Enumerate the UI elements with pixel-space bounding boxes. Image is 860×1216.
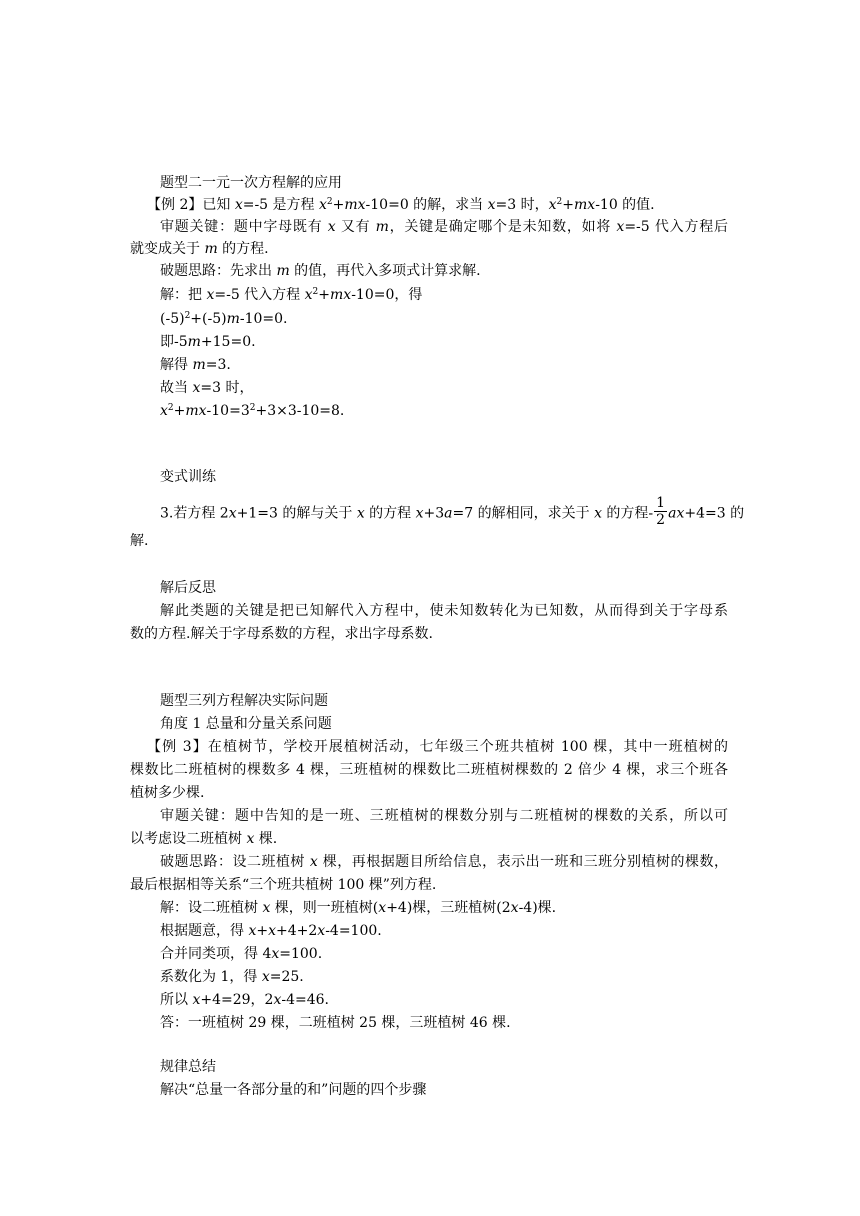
section2-solution-1: 解：把 x=-5 代入方程 $x^2+mx-10=0$，得: [160, 287, 423, 303]
section2-title: 题型二一元一次方程解的应用: [160, 175, 342, 191]
variant-question-line2: 解.: [130, 533, 149, 549]
section2-solution-2: $(-5)^2+(-5)m-10=0$.: [160, 311, 288, 327]
section2-example: 【例 2】已知 x=-5 是方程 $x^2+mx-10=0$ 的解，求当 x=3 时，$x^2+mx-10$ 的值.: [147, 197, 655, 213]
section3-example-line3: 植树多少棵.: [130, 785, 205, 801]
section3-idea-line1: 破题思路：设二班植树 x 棵，再根据题目所给信息，表示出一班和三班分别植树的棵数，: [160, 854, 729, 870]
reflect-line1: 解此类题的关键是把已知解代入方程中，使未知数转化为已知数，从而得到关于字母系: [160, 603, 728, 619]
reflect-title: 解后反思: [160, 580, 216, 596]
reflect-line2: 数的方程.解关于字母系数的方程，求出字母系数.: [130, 626, 433, 642]
section2-solution-6: $x^2+mx-10=3^2+3\times 3-10=8$.: [160, 403, 345, 419]
variant-question-line1: 3.若方程 2x+1=3 的解与关于 x 的方程 x+3a=7 的解相同，求关于 x 的方程- $\frac{1}{2}$ ax+4=3 的: [160, 495, 745, 528]
fraction-one-half: $\frac{1}{2}$: [656, 495, 666, 528]
example-label: 【例 2】: [147, 197, 203, 213]
section2-key-line2: 就变成关于 m 的方程.: [130, 241, 269, 257]
section3-title: 题型三列方程解决实际问题: [160, 693, 328, 709]
section3-answer: 答：一班植树 29 棵，二班植树 25 棵，三班植树 46 棵.: [160, 1015, 511, 1031]
section3-solution-4: 系数化为 1，得 x=25.: [160, 969, 304, 985]
summary-line1: 解决“总量一各部分量的和”问题的四个步骤: [160, 1082, 427, 1098]
example-label: 【例 3】: [147, 739, 208, 755]
section2-solution-3: 即-5m+15=0.: [160, 334, 256, 350]
section3-solution-3: 合并同类项，得 4x=100.: [160, 946, 323, 962]
section3-angle: 角度 1 总量和分量关系问题: [160, 716, 332, 732]
variant-title: 变式训练: [160, 469, 216, 485]
section3-solution-2: 根据题意，得 x+x+4+2x-4=100.: [160, 923, 382, 939]
section2-idea: 破题思路：先求出 m 的值，再代入多项式计算求解.: [160, 263, 481, 279]
section3-example-line2: 棵数比二班植树的棵数多 4 棵，三班植树的棵数比二班植树棵数的 2 倍少 4 棵，求三个班各: [130, 762, 728, 778]
section2-solution-4: 解得 m=3.: [160, 357, 231, 373]
section3-idea-line2: 最后根据相等关系“三个班共植树 100 棵”列方程.: [130, 877, 437, 893]
summary-title: 规律总结: [160, 1059, 216, 1075]
section3-example-line1: 【例 3】在植树节，学校开展植树活动，七年级三个班共植树 100 棵，其中一班植树的: [147, 739, 728, 755]
section2-solution-5: 故当 x=3 时，: [160, 380, 254, 396]
section3-solution-5: 所以 x+4=29，2x-4=46.: [160, 992, 329, 1008]
section3-solution-1: 解：设二班植树 x 棵，则一班植树(x+4)棵，三班植树(2x-4)棵.: [160, 900, 557, 916]
section3-key-line1: 审题关键：题中告知的是一班、三班植树的棵数分别与二班植树的棵数的关系，所以可: [160, 808, 728, 824]
section3-key-line2: 以考虑设二班植树 x 棵.: [130, 831, 278, 847]
section2-key-line1: 审题关键：题中字母既有 x 又有 m，关键是确定哪个是未知数，如将 x=-5 代入方程后: [160, 219, 728, 235]
